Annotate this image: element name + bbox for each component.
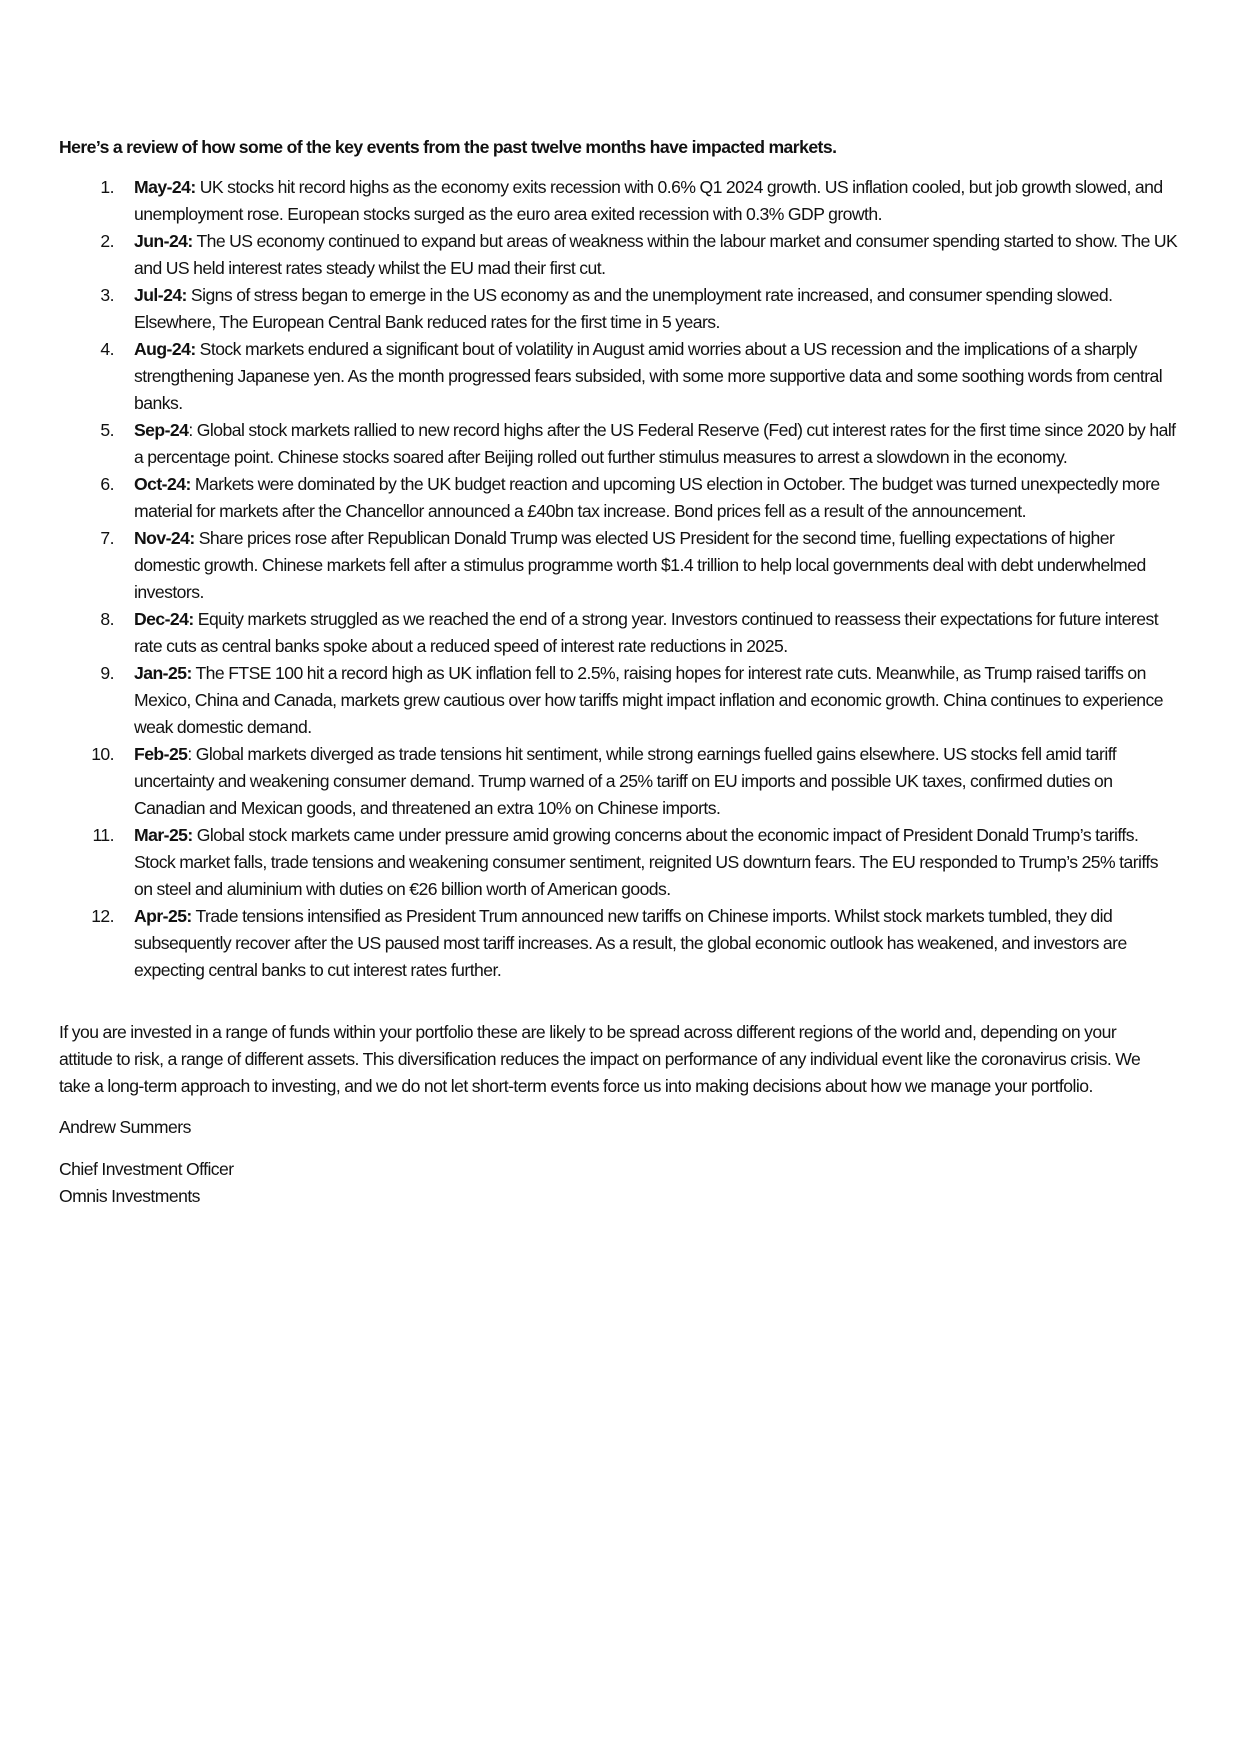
- event-item: [59, 660, 1179, 741]
- event-text: The FTSE 100 hit a record high as UK inflation fell to 2.5%, raising hopes for interest rate cuts. Meanwhile, as Trump raised tariffs on Mexico, China and Canada, markets grew cautious over how tariffs might impact inflation and economic growth. China continues to experience weak domestic demand.: [134, 663, 1164, 737]
- event-number: 1.: [100, 177, 114, 197]
- event-date-label: May-24:: [134, 177, 196, 197]
- signature-company: Omnis Investments: [59, 1186, 200, 1206]
- event-item: [59, 336, 1179, 417]
- event-number: 11.: [92, 825, 114, 845]
- event-number: 3.: [100, 285, 114, 305]
- event-item: [59, 471, 1179, 525]
- closing-paragraph: If you are invested in a range of funds within your portfolio these are likely to be spread across different regions of the world and, depending on your attitude to risk, a range of different assets. This diversification reduces the impact on performance of any individual event like the coronavirus crisis. We take a long-term approach to investing, and we do not let short-term events force us into making decisions about how we manage your portfolio.: [59, 1022, 1141, 1096]
- event-date-label: Mar-25:: [134, 825, 193, 845]
- event-number: 8.: [100, 609, 114, 629]
- events-list: [59, 174, 1179, 984]
- event-date-label: Apr-25:: [134, 906, 192, 926]
- event-number: 7.: [100, 528, 114, 548]
- signature-name: Andrew Summers: [59, 1117, 191, 1137]
- event-text: Stock markets endured a significant bout of volatility in August amid worries about a US recession and the implications of a sharply strengthening Japanese yen. As the month progressed fears subsided, with some more supportive data and some soothing words from central banks.: [134, 339, 1163, 413]
- event-number: 10.: [91, 744, 114, 764]
- event-text: Markets were dominated by the UK budget reaction and upcoming US election in October. The budget was turned unexpectedly more material for markets after the Chancellor announced a £40bn tax increase. Bond prices fell as a result of the announcement.: [134, 474, 1160, 521]
- event-date-label: Aug-24:: [134, 339, 196, 359]
- intro-heading: Here’s a review of how some of the key events from the past twelve months have impacted markets.: [59, 137, 837, 157]
- event-number: 12.: [91, 906, 114, 926]
- event-text: UK stocks hit record highs as the economy exits recession with 0.6% Q1 2024 growth. US inflation cooled, but job growth slowed, and unemployment rose. European stocks surged as the euro area exited recession with 0.3% GDP growth.: [134, 177, 1163, 224]
- event-text: Global stock markets came under pressure amid growing concerns about the economic impact of President Donald Trump’s tariffs. Stock market falls, trade tensions and weakening consumer sentiment, reignited US downturn fears. The EU responded to Trump’s 25% tariffs on steel and aluminium with duties on €26 billion worth of American goods.: [134, 825, 1159, 899]
- event-date-label: Nov-24:: [134, 528, 195, 548]
- event-text: : Global stock markets rallied to new record highs after the US Federal Reserve (Fed) cut interest rates for the first time since 2020 by half a percentage point. Chinese stocks soared after Beijing rolled out further stimulus measures to arrest a slowdown in the economy.: [134, 420, 1176, 467]
- event-item: [59, 228, 1179, 282]
- event-date-label: Oct-24:: [134, 474, 191, 494]
- event-date-label: Jan-25:: [134, 663, 192, 683]
- event-item: [59, 174, 1179, 228]
- event-text: Equity markets struggled as we reached the end of a strong year. Investors continued to reassess their expectations for future interest rate cuts as central banks spoke about a reduced speed of interest rate reductions in 2025.: [134, 609, 1159, 656]
- event-number: 5.: [100, 420, 114, 440]
- event-item: [59, 417, 1179, 471]
- event-item: [59, 903, 1179, 984]
- event-date-label: Dec-24:: [134, 609, 194, 629]
- event-text: : Global markets diverged as trade tensions hit sentiment, while strong earnings fuelled gains elsewhere. US stocks fell amid tariff uncertainty and weakening consumer demand. Trump warned of a 25% tariff on EU imports and possible UK taxes, confirmed duties on Canadian and Mexican goods, and threatened an extra 10% on Chinese imports.: [134, 744, 1117, 818]
- event-item: [59, 282, 1179, 336]
- event-text: Trade tensions intensified as President Trum announced new tariffs on Chinese imports. Whilst stock markets tumbled, they did subsequently recover after the US paused most tariff increases. As a result, the global economic outlook has weakened, and investors are expecting central banks to cut interest rates further.: [134, 906, 1127, 980]
- event-item: [59, 822, 1179, 903]
- event-item: [59, 606, 1179, 660]
- event-number: 9.: [100, 663, 114, 683]
- signature-title: Chief Investment Officer: [59, 1159, 234, 1179]
- event-date-label: Feb-25: [134, 744, 188, 764]
- event-item: [59, 525, 1179, 606]
- document-body: [59, 134, 1179, 1210]
- event-number: 6.: [100, 474, 114, 494]
- event-number: 2.: [100, 231, 114, 251]
- event-text: The US economy continued to expand but areas of weakness within the labour market and consumer spending started to show. The UK and US held interest rates steady whilst the EU mad their first cut.: [134, 231, 1178, 278]
- event-text: Signs of stress began to emerge in the US economy as and the unemployment rate increased, and consumer spending slowed. Elsewhere, The European Central Bank reduced rates for the first time in 5 years.: [134, 285, 1113, 332]
- event-text: Share prices rose after Republican Donald Trump was elected US President for the second time, fuelling expectations of higher domestic growth. Chinese markets fell after a stimulus programme worth $1.4 trillion to help local governments deal with debt underwhelmed investors.: [134, 528, 1146, 602]
- event-date-label: Jun-24:: [134, 231, 193, 251]
- event-date-label: Jul-24:: [134, 285, 187, 305]
- event-number: 4.: [100, 339, 114, 359]
- event-date-label: Sep-24: [134, 420, 189, 440]
- event-item: [59, 741, 1179, 822]
